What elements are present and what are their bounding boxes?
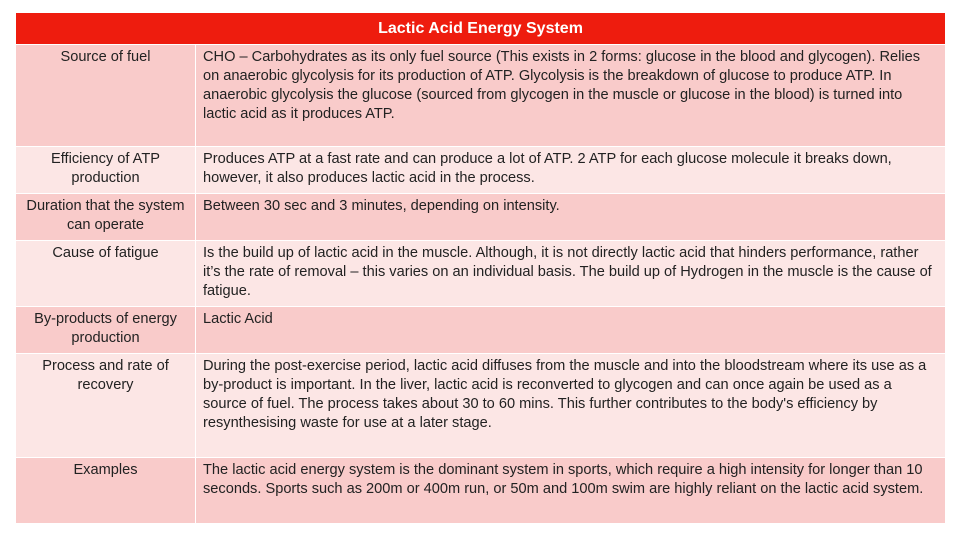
row-label-duration: Duration that the system can operate (16, 194, 196, 241)
table-row (16, 458, 946, 524)
table-row (16, 307, 946, 354)
energy-system-table (15, 12, 946, 524)
table-row (16, 194, 946, 241)
row-text-duration: Between 30 sec and 3 minutes, depending on intensity. (196, 194, 946, 241)
table-row (16, 147, 946, 194)
row-label-by-products: By-products of energy production (16, 307, 196, 354)
row-label-examples: Examples (16, 458, 196, 524)
row-text-examples: The lactic acid energy system is the dominant system in sports, which require a high intensity for longer than 10 seconds. Sports such as 200m or 400m run, or 50m and 100m swim are highly reliant on the lactic acid system. (196, 458, 946, 524)
row-text-efficiency: Produces ATP at a fast rate and can produce a lot of ATP. 2 ATP for each glucose molecule it breaks down, however, it also produces lactic acid in the process. (196, 147, 946, 194)
row-text-source-of-fuel: CHO – Carbohydrates as its only fuel source (This exists in 2 forms: glucose in the blood and glycogen). Relies on anaerobic glycolysis for its production of ATP. Glycolysis is the breakdown of glucose to produce ATP. In anaerobic glycolysis the glucose (sourced from glycogen in the muscle or glucose in the blood) is turned into lactic acid as it produces ATP. (196, 45, 946, 147)
row-label-efficiency: Efficiency of ATP production (16, 147, 196, 194)
row-label-cause-of-fatigue: Cause of fatigue (16, 241, 196, 307)
table-row (16, 45, 946, 147)
row-label-recovery: Process and rate of recovery (16, 354, 196, 458)
row-text-cause-of-fatigue: Is the build up of lactic acid in the muscle. Although, it is not directly lactic acid that hinders performance, rather it’s the rate of removal – this varies on an individual basis. The build up of Hydrogen in the muscle is the cause of fatigue. (196, 241, 946, 307)
table-header-row (16, 13, 946, 45)
table-title: Lactic Acid Energy System (16, 13, 946, 45)
table-row (16, 241, 946, 307)
energy-system-table-container (15, 12, 945, 524)
table-row (16, 354, 946, 458)
row-text-by-products: Lactic Acid (196, 307, 946, 354)
row-text-recovery: During the post-exercise period, lactic acid diffuses from the muscle and into the bloodstream where its use as a by-product is important. In the liver, lactic acid is reconverted to glycogen and can once again be used as a source of fuel. The process takes about 30 to 60 mins. This further contributes to the body's efficiency by resynthesising waste for use at a later stage. (196, 354, 946, 458)
row-label-source-of-fuel: Source of fuel (16, 45, 196, 147)
